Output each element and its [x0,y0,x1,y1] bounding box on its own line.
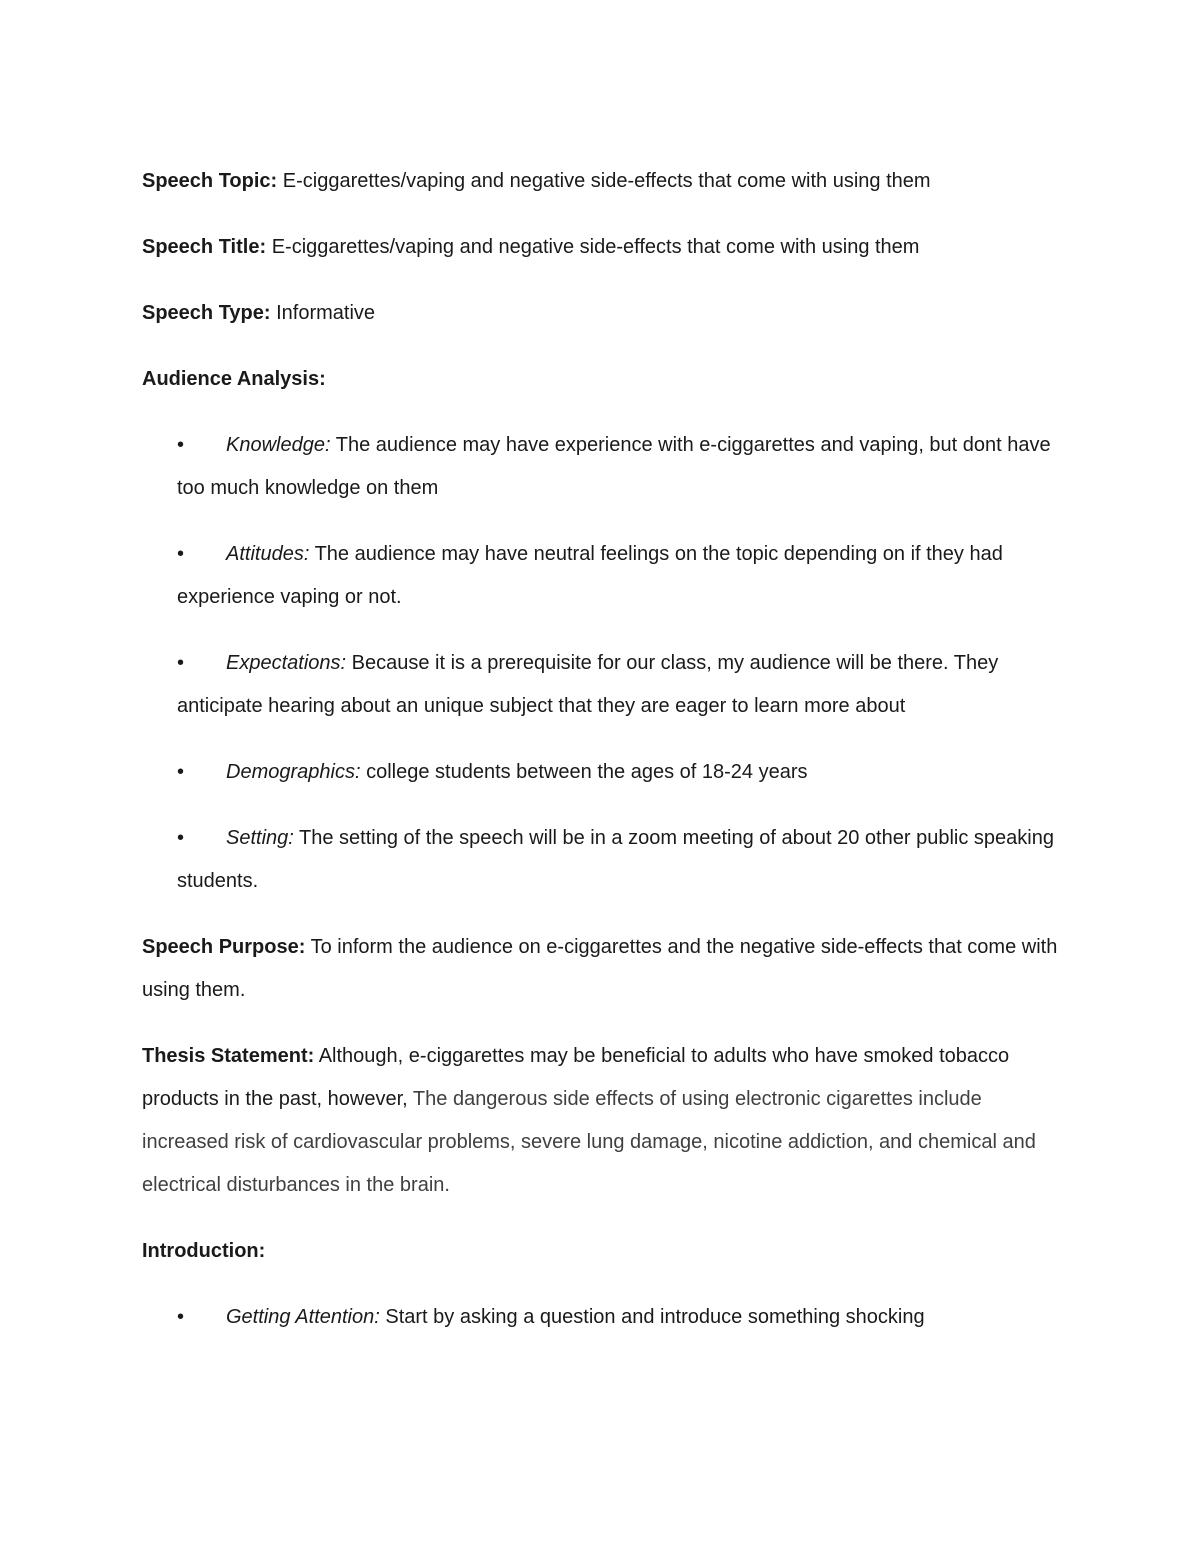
speech-purpose-label: Speech Purpose: [142,936,306,958]
list-item [142,642,1072,728]
getting-attention-label: Getting Attention: [226,1306,380,1328]
bullet-icon: • [177,761,185,783]
list-item [142,424,1072,510]
thesis-statement-part1: Although, e-ciggarettes may be beneficial to adults who have smoked tobacco products in the past, however, [142,1045,1010,1110]
document-body [142,160,1072,1362]
bullet-icon: • [177,1306,185,1328]
bullet-icon: • [177,434,185,456]
speech-topic-label: Speech Topic: [142,170,278,192]
bullet-icon: • [177,543,185,565]
audience-analysis-list [142,424,1072,903]
audience-analysis-heading [142,358,1072,401]
list-item [142,817,1072,903]
speech-type-value: Informative [276,302,376,324]
thesis-statement-label: Thesis Statement: [142,1045,315,1067]
audience-analysis-label: Audience Analysis: [142,368,326,390]
speech-purpose-value: To inform the audience on e-ciggarettes and the negative side-effects that come with using them. [142,936,1058,1001]
speech-title-value: E-ciggarettes/vaping and negative side-effects that come with using them [271,236,920,258]
knowledge-label: Knowledge: [226,434,331,456]
speech-purpose-line [142,926,1072,1012]
thesis-statement-part2: The dangerous side effects of using electronic cigarettes include increased risk of cardiovascular problems, severe lung damage, nicotine addiction, and chemical and electrical disturbances in the brain. [142,1088,1036,1196]
thesis-statement-line [142,1035,1072,1207]
list-item [142,751,1072,794]
bullet-icon: • [177,652,185,674]
demographics-text: college students between the ages of 18-24 years [366,761,808,783]
speech-title-line [142,226,1072,269]
getting-attention-text: Start by asking a question and introduce something shocking [385,1306,925,1328]
knowledge-text: The audience may have experience with e-ciggarettes and vaping, but dont have too much knowledge on them [177,434,1051,499]
speech-topic-value: E-ciggarettes/vaping and negative side-effects that come with using them [282,170,931,192]
attitudes-text: The audience may have neutral feelings on the topic depending on if they had experience vaping or not. [177,543,1003,608]
speech-type-line [142,292,1072,335]
demographics-label: Demographics: [226,761,361,783]
expectations-label: Expectations: [226,652,347,674]
setting-label: Setting: [226,827,294,849]
introduction-list [142,1296,1072,1339]
introduction-label: Introduction: [142,1240,266,1262]
list-item [142,533,1072,619]
speech-type-label: Speech Type: [142,302,271,324]
introduction-heading [142,1230,1072,1273]
setting-text: The setting of the speech will be in a zoom meeting of about 20 other public speaking students. [177,827,1054,892]
list-item [142,1296,1072,1339]
speech-topic-line [142,160,1072,203]
speech-title-label: Speech Title: [142,236,267,258]
bullet-icon: • [177,827,185,849]
expectations-text: Because it is a prerequisite for our class, my audience will be there. They anticipate hearing about an unique subject that they are eager to learn more about [177,652,999,717]
attitudes-label: Attitudes: [226,543,310,565]
